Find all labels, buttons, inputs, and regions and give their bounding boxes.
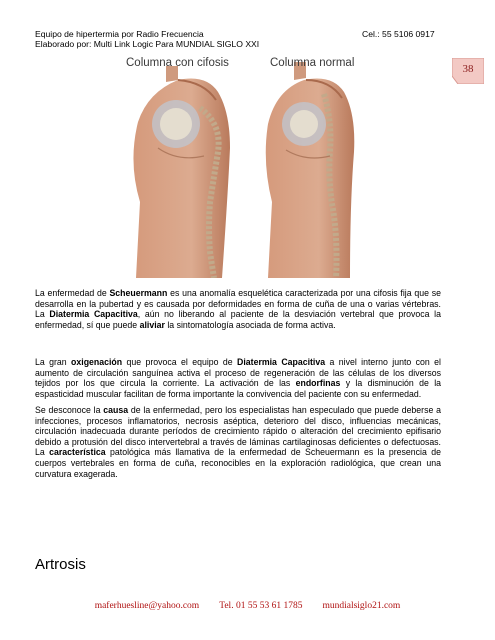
header-title: Equipo de hipertermia por Radio Frecuencia xyxy=(35,29,204,39)
spine-illustration xyxy=(118,52,380,278)
paragraph-causa: Se desconoce la causa de la enfermedad, pero los especialistas han especulado que puede deberse a infecciones, procesos inflamatorios, necrosis aséptica, deterioro del disco, influencias mecánicas, circulación inadecuada durante períodos de crecimiento rápido o alteración del crecimiento epifisario debido a protusión del disco intervertebral a través de láminas cartilaginosas deficientes o defectuosas. La característica patológica más llamativa de la enfermedad de Scheuermann es la presencia de cuerpos vertebrales en forma de cuña, reconocibles en la exploración radiológica, que crean una curvatura exagerada. xyxy=(35,405,441,479)
kyphosis-torso xyxy=(133,66,230,278)
caption-kyphosis: Columna con cifosis xyxy=(126,57,229,69)
paragraph-scheuermann: La enfermedad de Scheuermann es una anomalía esquelética caracterizada por una cifosis fija que se desarrolla en la pubertad y es causada por deformidades en forma de cuña de una o varias vértebras. La Diatermia Capacitiva, aún no liberando al paciente de la desviación vertebral que provoca la enfermedad, sí que puede aliviar la sintomatología asociada de forma activa. xyxy=(35,288,441,330)
normal-torso xyxy=(266,62,355,278)
footer-website-link[interactable]: mundialsiglo21.com xyxy=(322,601,401,611)
page-number: 38 xyxy=(462,63,474,75)
footer xyxy=(0,601,495,611)
footer-phone: Tel. 01 55 53 61 1785 xyxy=(219,601,303,611)
header-subtitle: Elaborado por: Multi Link Logic Para MUNDIAL SIGLO XXI xyxy=(35,39,260,49)
paragraph-oxigenacion: La gran oxigenación que provoca el equipo de Diatermia Capacitiva a nivel interno junto con el aumento de circulación sanguínea activa el proceso de regeneración de las células de los diversos tejidos por los que circula la corriente. La activación de las endorfinas y la disminución de la espasticidad muscular facilitan de forma importante la convivencia del paciente con su enfermedad. xyxy=(35,357,442,399)
header-phone: Cel.: 55 5106 0917 xyxy=(362,29,435,39)
section-heading-artrosis: Artrosis xyxy=(35,556,86,573)
footer-email-link[interactable]: maferhuesline@yahoo.com xyxy=(94,601,200,611)
caption-normal: Columna normal xyxy=(270,57,355,69)
